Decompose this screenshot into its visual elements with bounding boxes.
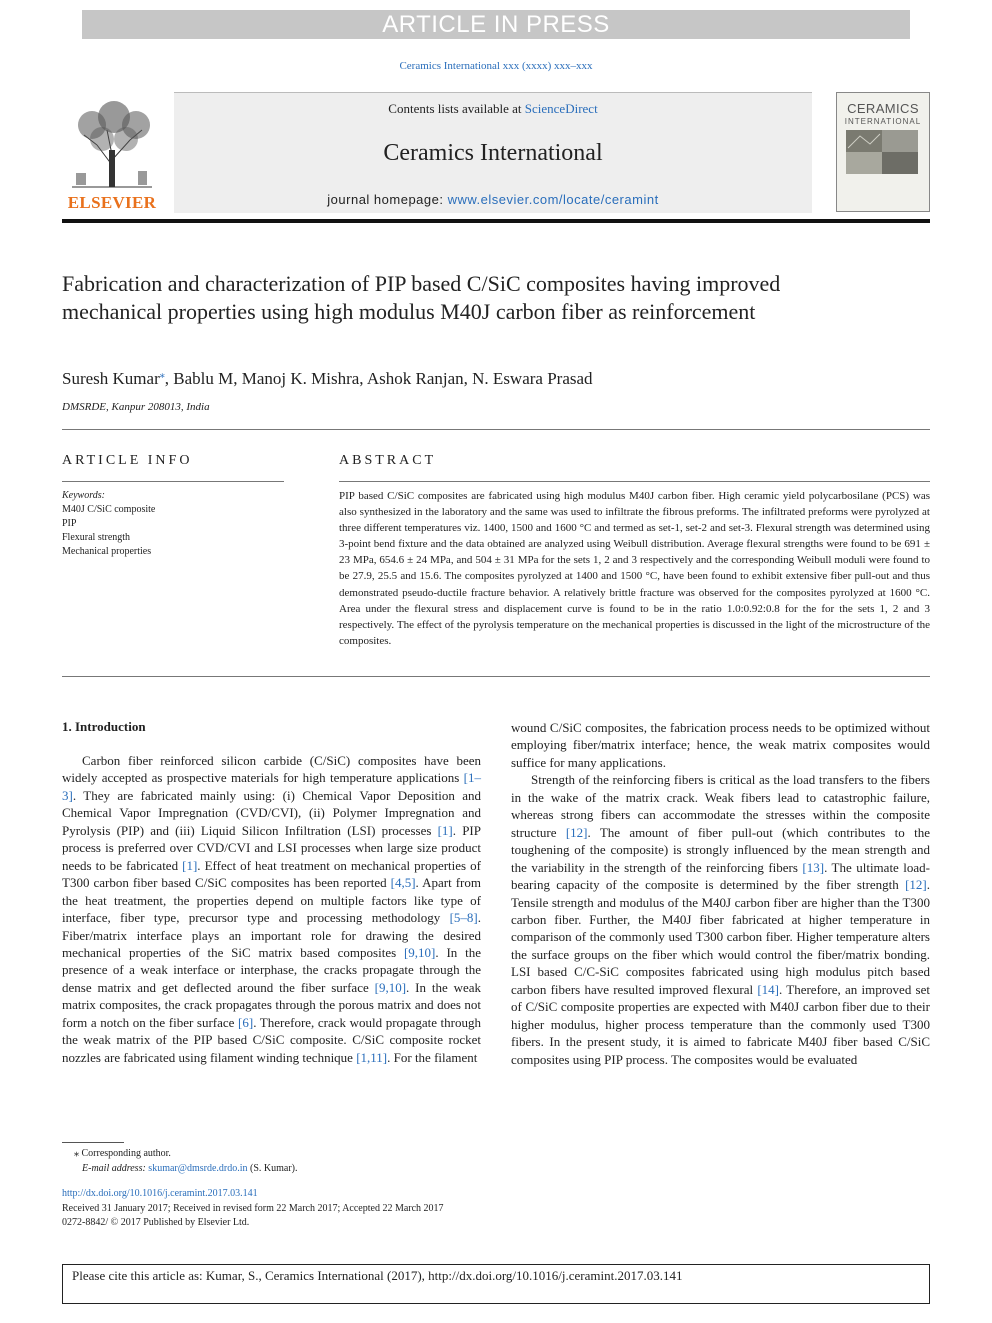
divider (339, 481, 930, 482)
abstract-heading: ABSTRACT (339, 453, 437, 468)
sciencedirect-link[interactable]: ScienceDirect (524, 101, 598, 116)
citation-link[interactable]: [13] (802, 859, 825, 875)
homepage-prefix: journal homepage: (327, 192, 448, 207)
text-run: . In the weak matrix composites, the crack propagates through the porous matrix and does not form a notch on the fiber surface (62, 979, 481, 1030)
citation-link[interactable]: [1] (182, 857, 198, 873)
footnote (62, 1146, 562, 1176)
body-column-left (62, 752, 481, 1066)
text-run: . The ultimate load-bearing capacity of the composite is determined by the fiber strength (511, 859, 930, 893)
text-run: . In the presence of a weak interface or interphase, the cracks propagate through the dense matrix and get deflected around the fiber surface (62, 944, 481, 995)
cite-text: Please cite this article as: Kumar, S., Ceramics International (2017), http://dx.doi.org/10.1016/j.ceramint.2017.03.141 (72, 1268, 683, 1283)
doi-link[interactable]: http://dx.doi.org/10.1016/j.ceramint.2017.03.141 (62, 1188, 258, 1199)
divider (62, 481, 284, 482)
divider (62, 429, 930, 430)
contents-prefix: Contents lists available at (388, 101, 525, 116)
keyword-item: Flexural strength (62, 532, 131, 543)
citation-link[interactable]: [1–3] (62, 770, 481, 803)
author-name: Manoj K. Mishra (241, 369, 360, 388)
article-info-heading: ARTICLE INFO (62, 453, 193, 468)
text-run: . Effect of heat treatment on mechanical properties of T300 carbon fiber based C/SiC composites has been reported (62, 857, 481, 891)
cover-image (846, 130, 918, 174)
keyword-item: M40J C/SiC composite (62, 504, 156, 515)
homepage-line (174, 192, 812, 207)
affiliation: DMSRDE, Kanpur 208013, India (62, 401, 210, 413)
author-list: Suresh Kumar⁎, Bablu M, Manoj K. Mishra, Ashok Ranjan, N. Eswara Prasad (62, 369, 593, 388)
corresponding-author-mark[interactable]: ⁎ (159, 369, 165, 381)
citation-link[interactable]: [4,5] (390, 875, 416, 891)
article-in-press-banner: ARTICLE IN PRESS (82, 10, 910, 39)
text-run: . Tensile strength and modulus of the M40J carbon fiber are higher than the T300 carbon fiber. Further, the M40J fiber fabricated at higher temperature in comparison of the commonly used T300 carbon fiber. Higher temperature alters the surface groups on the fiber which would control the fiber/matrix bonding. LSI based C/C-SiC composites fabricated using high modulus pitch based carbon fibers have resulted improved flexural (511, 877, 930, 997)
text-run: . For the filament (387, 1049, 478, 1065)
corresponding-note (62, 1146, 562, 1161)
email-label: E-mail address: (82, 1163, 146, 1174)
abstract-text: PIP based C/SiC composites are fabricated using high modulus M40J carbon fiber. High ceramic yield polycarbosilane (PCS) was also synthesized in the laboratory and the same was used to infiltrate the fibrous preforms. The infiltrated preforms were pyrolyzed at three different temperatures viz. 1400, 1500 and 1600 °C and termed as set-1, set-2 and set-3. Flexural strength was determined using 3-point bend fixture and the data obtained are analyzed using Weibull distribution. Average flexural strengths were found to be 691 ± 23 MPa, 654.6 ± 24 MPa, and 504 ± 31 MPa for the sets 1, 2 and 3 respectively and the corresponding Weibull moduli were found to be 27.9, 25.5 and 15.6. The composites pyrolyzed at 1400 and 1500 °C, have been found to exhibit extensive fiber pull-out and thus demonstrated pseudo-ductile fracture behavior. A relatively brittle fracture was observed for the composites pyrolyzed at 1600 °C. Area under the flexural stress and displacement curve is found to be in the ratio 1.0:0.92:0.8 for the for the sets 1, 2 and 3 respectively. The effect of the pyrolysis temperature on the mechanical properties is discussed in the light of the microstructure of the composites. (339, 490, 930, 647)
keyword-item: Mechanical properties (62, 546, 152, 557)
introduction-heading: 1. Introduction (62, 719, 146, 734)
citation-link[interactable]: [12] (905, 877, 927, 893)
body-column-right (511, 719, 930, 1068)
author-name: Suresh Kumar (62, 369, 160, 388)
text-run: Carbon fiber reinforced silicon carbide (C/SiC) composites have been widely accepted as prospective materials for high temperature applications (62, 753, 481, 786)
doi-block (62, 1187, 662, 1231)
citation-link[interactable]: [1] (437, 822, 453, 838)
author-name: Bablu M (173, 369, 234, 388)
received-dates: Received 31 January 2017; Received in revised form 22 March 2017; Accepted 22 March 2017 (62, 1202, 444, 1214)
text-run: . The amount of fiber pull-out (which contributes to the toughening of the composite) is strongly influenced by the mean strength and the variability in the strength of the reinforcing fibers (511, 824, 930, 875)
text-run: . They are fabricated mainly using: (i) Chemical Vapor Deposition and Chemical Vapor Impregnation (CVD/CVI), (ii) Polymer Impregnation and Pyrolysis (PIP) and (iii) Liquid Silicon Infiltration (LSI) processes (62, 787, 481, 838)
email-link[interactable]: skumar@dmsrde.drdo.in (148, 1163, 248, 1174)
citation-link[interactable]: [9,10] (403, 944, 436, 960)
keyword-item: PIP (62, 518, 77, 529)
text-run: . Fiber/matrix interface plays an important role for drawing the desired mechanical properties of the SiC matrix based composites (62, 910, 481, 960)
citation-top-link[interactable]: Ceramics International xxx (xxxx) xxx–xxx (399, 60, 593, 72)
footnote-mark: ⁎ (74, 1148, 79, 1159)
text-run: . PIP process is preferred over CVD/CVI and LSI processes when large size product needs to be fabricated (62, 822, 481, 873)
email-line (62, 1161, 562, 1176)
journal-name: Ceramics International (383, 140, 603, 166)
footnote-rule (62, 1142, 124, 1143)
header-rule (62, 219, 930, 223)
text-run: wound C/SiC composites, the fabrication process needs to be optimized without employing fiber/matrix interface; hence, the weak matrix composites would suffice for many applications. (511, 720, 930, 770)
citation-link[interactable]: [14] (757, 981, 780, 997)
citation-link[interactable]: [5–8] (449, 910, 478, 926)
article-title: Fabrication and characterization of PIP based C/SiC composites having improved mechanical properties using high modulus M40J carbon fiber as reinforcement (62, 271, 781, 324)
author-name: Ashok Ranjan (366, 369, 464, 388)
elsevier-wordmark: ELSEVIER (67, 193, 157, 212)
copyright-line: 0272-8842/ © 2017 Published by Elsevier Ltd. (62, 1217, 250, 1228)
text-run: Strength of the reinforcing fibers is critical as the load transfers to the fibers in the wake of the matrix crack. Weak fibers lead to catastrophic failure, whereas strong fibers can accommodate the stresses within the composite structure (511, 772, 930, 840)
keywords-label: Keywords: (62, 490, 105, 501)
email-suffix: (S. Kumar). (250, 1163, 298, 1174)
contents-line (174, 101, 812, 117)
body-paragraph (511, 771, 930, 1068)
cover-title: CERAMICS (847, 101, 919, 116)
text-run: . Apart from the heat treatment, the properties depend on multiple factors like type of interface, fiber type, precursor type and processing methodology (62, 875, 481, 926)
citation-link[interactable]: [12] (565, 824, 588, 840)
body-paragraph (511, 719, 930, 771)
author-name: N. Eswara Prasad (472, 369, 593, 388)
citation-link[interactable]: [1,11] (356, 1049, 388, 1065)
cover-subtitle: INTERNATIONAL (844, 117, 922, 126)
citation-link[interactable]: [6] (238, 1014, 254, 1030)
corresponding-label: Corresponding author. (81, 1148, 171, 1159)
text-run: . Therefore, crack would propagate through the weak matrix of the PIP based C/SiC composite. C/SiC composite rocket nozzles are fabricated using filament winding technique (62, 1014, 481, 1065)
citation-link[interactable]: [9,10] (374, 979, 407, 995)
text-run: . Therefore, an improved set of C/SiC composite properties are expected with M40J carbon fiber due to their higher modulus, higher process temperature than the commonly used T300 fibers. In the present study, it is aimed to fabricate M40J fiber based C/SiC composites using PIP process. The composites would be evaluated (511, 981, 931, 1067)
homepage-link[interactable]: www.elsevier.com/locate/ceramint (447, 192, 659, 207)
body-paragraph (62, 752, 481, 1066)
keywords-block (62, 489, 292, 559)
divider (62, 676, 930, 677)
